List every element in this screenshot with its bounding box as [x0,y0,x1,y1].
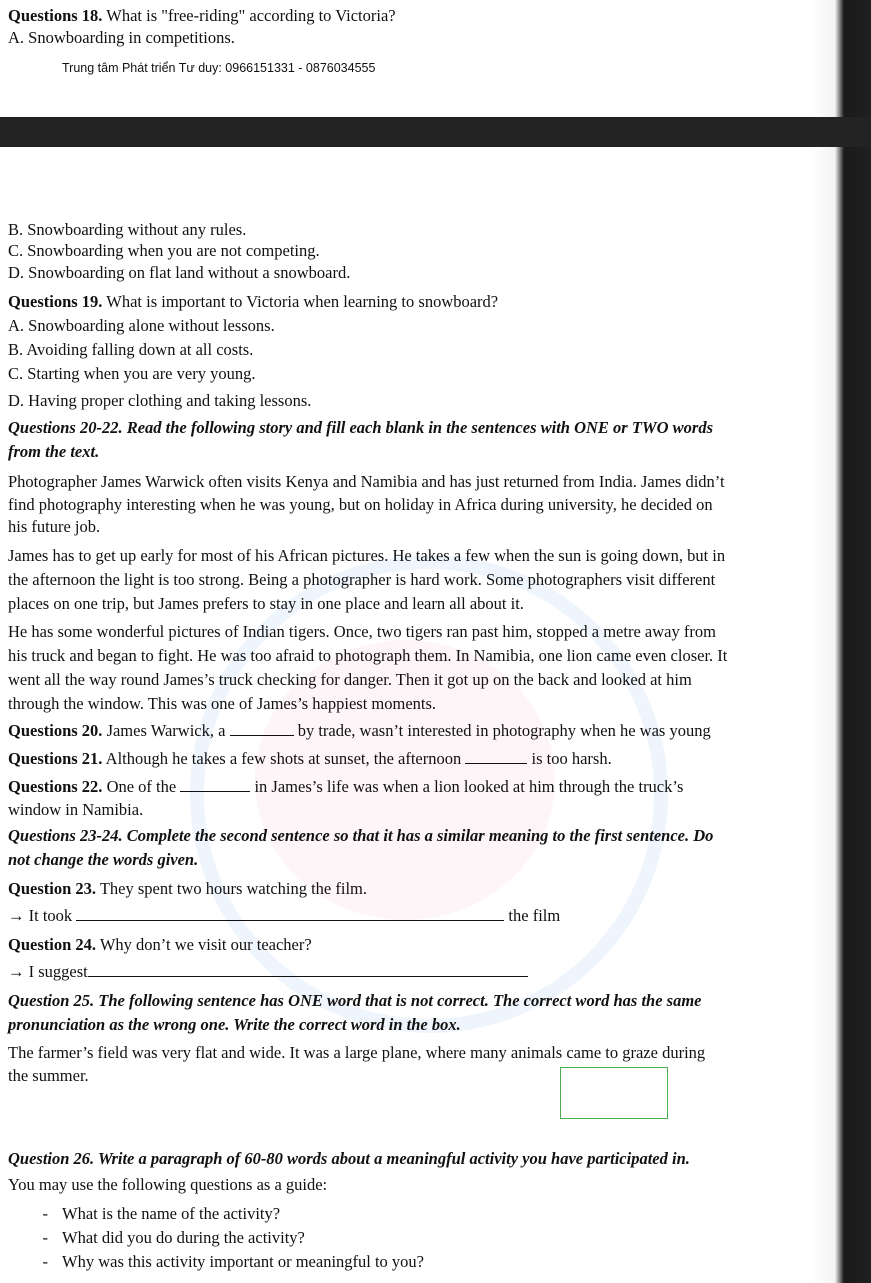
q18-question [8,6,396,26]
story-p1-line3: his future job. [8,517,101,536]
q18-label: Questions 18. [8,6,103,25]
page-break-band [0,117,871,147]
q25-text-line2: the summer. [8,1066,89,1085]
center-contact-note: Trung tâm Phát triển Tư duy: 0966151331 - 0876034555 [62,61,376,75]
q24-text: Why don’t we visit our teacher? [96,935,312,954]
story-p3-line3: went all the way round James’s truck checking for danger. Then it got up on the back and looked at him [8,670,692,689]
reading-instruction-2: from the text. [8,442,100,461]
q23-question [8,879,367,899]
q19-option-a: A. Snowboarding alone without lessons. [8,316,275,335]
story-p3-line1: He has some wonderful pictures of Indian tigers. Once, two tigers ran past him, stopped a metre away from [8,622,716,641]
q21-blank[interactable] [465,749,527,764]
q22-blank[interactable] [180,777,250,792]
q26-bullet [8,1204,280,1224]
q24-question [8,935,312,955]
q20-before: James Warwick, a [102,721,230,740]
q20-label: Questions 20. [8,721,103,740]
q26-bullet-2: What did you do during the activity? [62,1228,305,1247]
q23-end: the film [504,906,561,925]
story-p2-line1: James has to get up early for most of his African pictures. He takes a few when the sun is going down, but in [8,546,726,565]
transform-instruction-1: Questions 23-24. Complete the second sentence so that it has a similar meaning to the first sentence. Do [8,826,714,845]
q26-bullet-3: Why was this activity important or meaningful to you? [62,1252,425,1271]
q24-prompt: → I suggest [8,962,88,981]
q24-answer-blank[interactable] [88,962,528,977]
q22-before: One of the [102,777,181,796]
q18-text: What is "free-riding" according to Victoria? [102,6,396,25]
bullet-dash: - [42,1252,48,1271]
q25-instruction-2: pronunciation as the wrong one. Write the correct word in the box. [8,1015,461,1034]
q18-option-a: A. Snowboarding in competitions. [8,28,235,47]
q20-blank[interactable] [230,721,294,736]
reading-instruction-1: Questions 20-22. Read the following story and fill each blank in the sentences with ONE or TWO words [8,418,713,437]
q19-option-b: B. Avoiding falling down at all costs. [8,340,254,359]
q24-answer-line [8,962,528,982]
bullet-dash: - [42,1228,48,1247]
q19-question [8,292,498,312]
story-p2-line2: the afternoon the light is too strong. Being a photographer is hard work. Some photographers visit different [8,570,716,589]
q22-label: Questions 22. [8,777,103,796]
q23-answer-line [8,906,560,926]
q20-question [8,721,711,741]
story-p3-line4: through the window. This was one of James’s happiest moments. [8,694,437,713]
transform-instruction-2: not change the words given. [8,850,199,869]
q22-question [8,777,683,797]
q25-answer-box[interactable] [560,1067,668,1119]
q22-line2: window in Namibia. [8,800,144,819]
q21-label: Questions 21. [8,749,103,768]
q23-label: Question 23. [8,879,97,898]
q21-question [8,749,612,769]
q23-text: They spent two hours watching the film. [96,879,368,898]
q21-after: is too harsh. [527,749,612,768]
q24-label: Question 24. [8,935,97,954]
story-p3-line2: his truck and began to fight. He was too afraid to photograph them. In Namibia, one lion came even closer. It [8,646,728,665]
bullet-dash: - [42,1204,48,1223]
q26-instruction: Question 26. Write a paragraph of 60-80 words about a meaningful activity you have participated in. [8,1149,690,1168]
q20-after: by trade, wasn’t interested in photography when he was young [293,721,711,740]
q23-answer-blank[interactable] [76,906,504,921]
q21-before: Although he takes a few shots at sunset, the afternoon [102,749,466,768]
story-p2-line3: places on one trip, but James prefers to stay in one place and learn all about it. [8,594,524,613]
q22-after: in James’s life was when a lion looked at him through the truck’s [250,777,684,796]
story-p1-line1: Photographer James Warwick often visits Kenya and Namibia and has just returned from India. James didn’t [8,472,725,491]
right-edge-strip [811,0,871,1283]
q18-option-d: D. Snowboarding on flat land without a snowboard. [8,263,351,282]
q19-text: What is important to Victoria when learning to snowboard? [102,292,499,311]
q26-guide: You may use the following questions as a guide: [8,1175,328,1194]
q26-bullet [8,1252,424,1272]
q19-option-c: C. Starting when you are very young. [8,364,256,383]
q19-label: Questions 19. [8,292,103,311]
q23-prompt: → It took [8,906,77,925]
q18-option-b: B. Snowboarding without any rules. [8,220,247,239]
q19-option-d: D. Having proper clothing and taking lessons. [8,391,312,410]
q26-bullet [8,1228,305,1248]
q25-text-line1: The farmer’s field was very flat and wide. It was a large plane, where many animals came to graze during [8,1043,706,1062]
q26-bullet-1: What is the name of the activity? [62,1204,281,1223]
q25-instruction-1: Question 25. The following sentence has ONE word that is not correct. The correct word has the same [8,991,702,1010]
q18-option-c: C. Snowboarding when you are not competing. [8,241,320,260]
story-p1-line2: find photography interesting when he was young, but on holiday in Africa during university, he decided on [8,495,713,514]
